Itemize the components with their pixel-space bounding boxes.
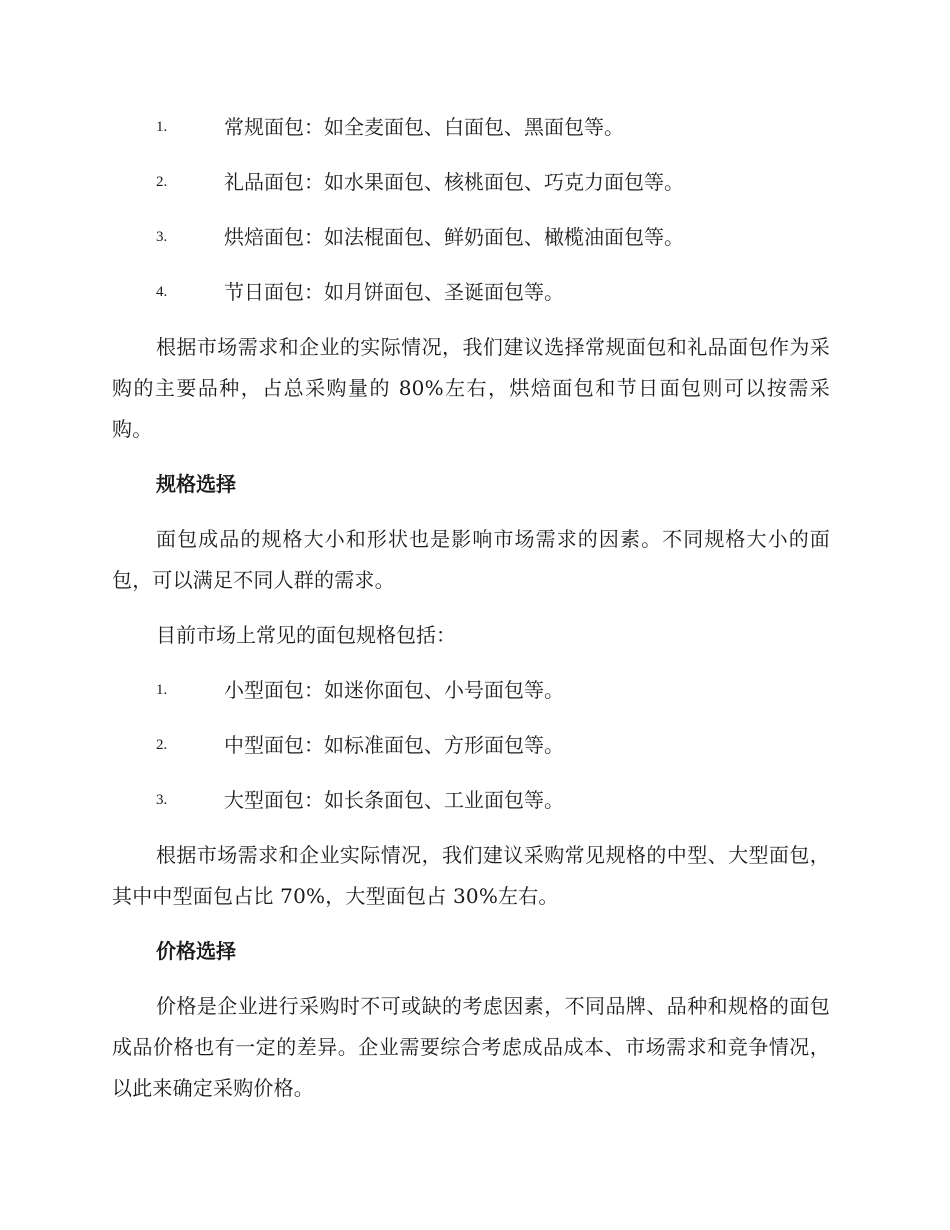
list-item [112, 100, 830, 155]
document-page [112, 100, 830, 1116]
list-text: 中型面包：如标准面包、方形面包等。 [224, 733, 564, 757]
list-text: 节日面包：如月饼面包、圣诞面包等。 [224, 280, 564, 304]
list-number: 1. [156, 119, 168, 135]
list-item [112, 718, 830, 773]
list-number: 3. [156, 792, 168, 808]
list-number: 4. [156, 284, 168, 300]
list-item [112, 210, 830, 265]
list-item [112, 155, 830, 210]
paragraph-spec-intro: 面包成品的规格大小和形状也是影响市场需求的因素。不同规格大小的面包，可以满足不同人群的需求。 [112, 527, 830, 592]
list-item [112, 663, 830, 718]
section-heading-price: 价格选择 [156, 939, 236, 963]
section-heading-spec: 规格选择 [156, 472, 236, 496]
list-text: 烘焙面包：如法棍面包、鲜奶面包、橄榄油面包等。 [224, 225, 684, 249]
list-number: 3. [156, 229, 168, 245]
paragraph-spec-recommendation: 根据市场需求和企业实际情况，我们建议采购常见规格的中型、大型面包，其中中型面包占比 70%，大型面包占 30%左右。 [112, 843, 830, 908]
paragraph-price: 价格是企业进行采购时不可或缺的考虑因素，不同品牌、品种和规格的面包成品价格也有一定的差异。企业需要综合考虑成品成本、市场需求和竞争情况，以此来确定采购价格。 [112, 994, 830, 1100]
list-item [112, 265, 830, 320]
variety-list [112, 100, 830, 320]
list-number: 2. [156, 737, 168, 753]
list-number: 2. [156, 174, 168, 190]
list-item [112, 773, 830, 828]
paragraph-variety-recommendation: 根据市场需求和企业的实际情况，我们建议选择常规面包和礼品面包作为采购的主要品种，占总采购量的 80%左右，烘焙面包和节日面包则可以按需采购。 [112, 335, 830, 441]
list-number: 1. [156, 682, 168, 698]
list-text: 大型面包：如长条面包、工业面包等。 [224, 788, 564, 812]
spec-list [112, 663, 830, 828]
list-text: 常规面包：如全麦面包、白面包、黑面包等。 [224, 115, 624, 139]
spec-list-intro: 目前市场上常见的面包规格包括： [156, 623, 456, 647]
list-text: 小型面包：如迷你面包、小号面包等。 [224, 678, 564, 702]
list-text: 礼品面包：如水果面包、核桃面包、巧克力面包等。 [224, 170, 684, 194]
